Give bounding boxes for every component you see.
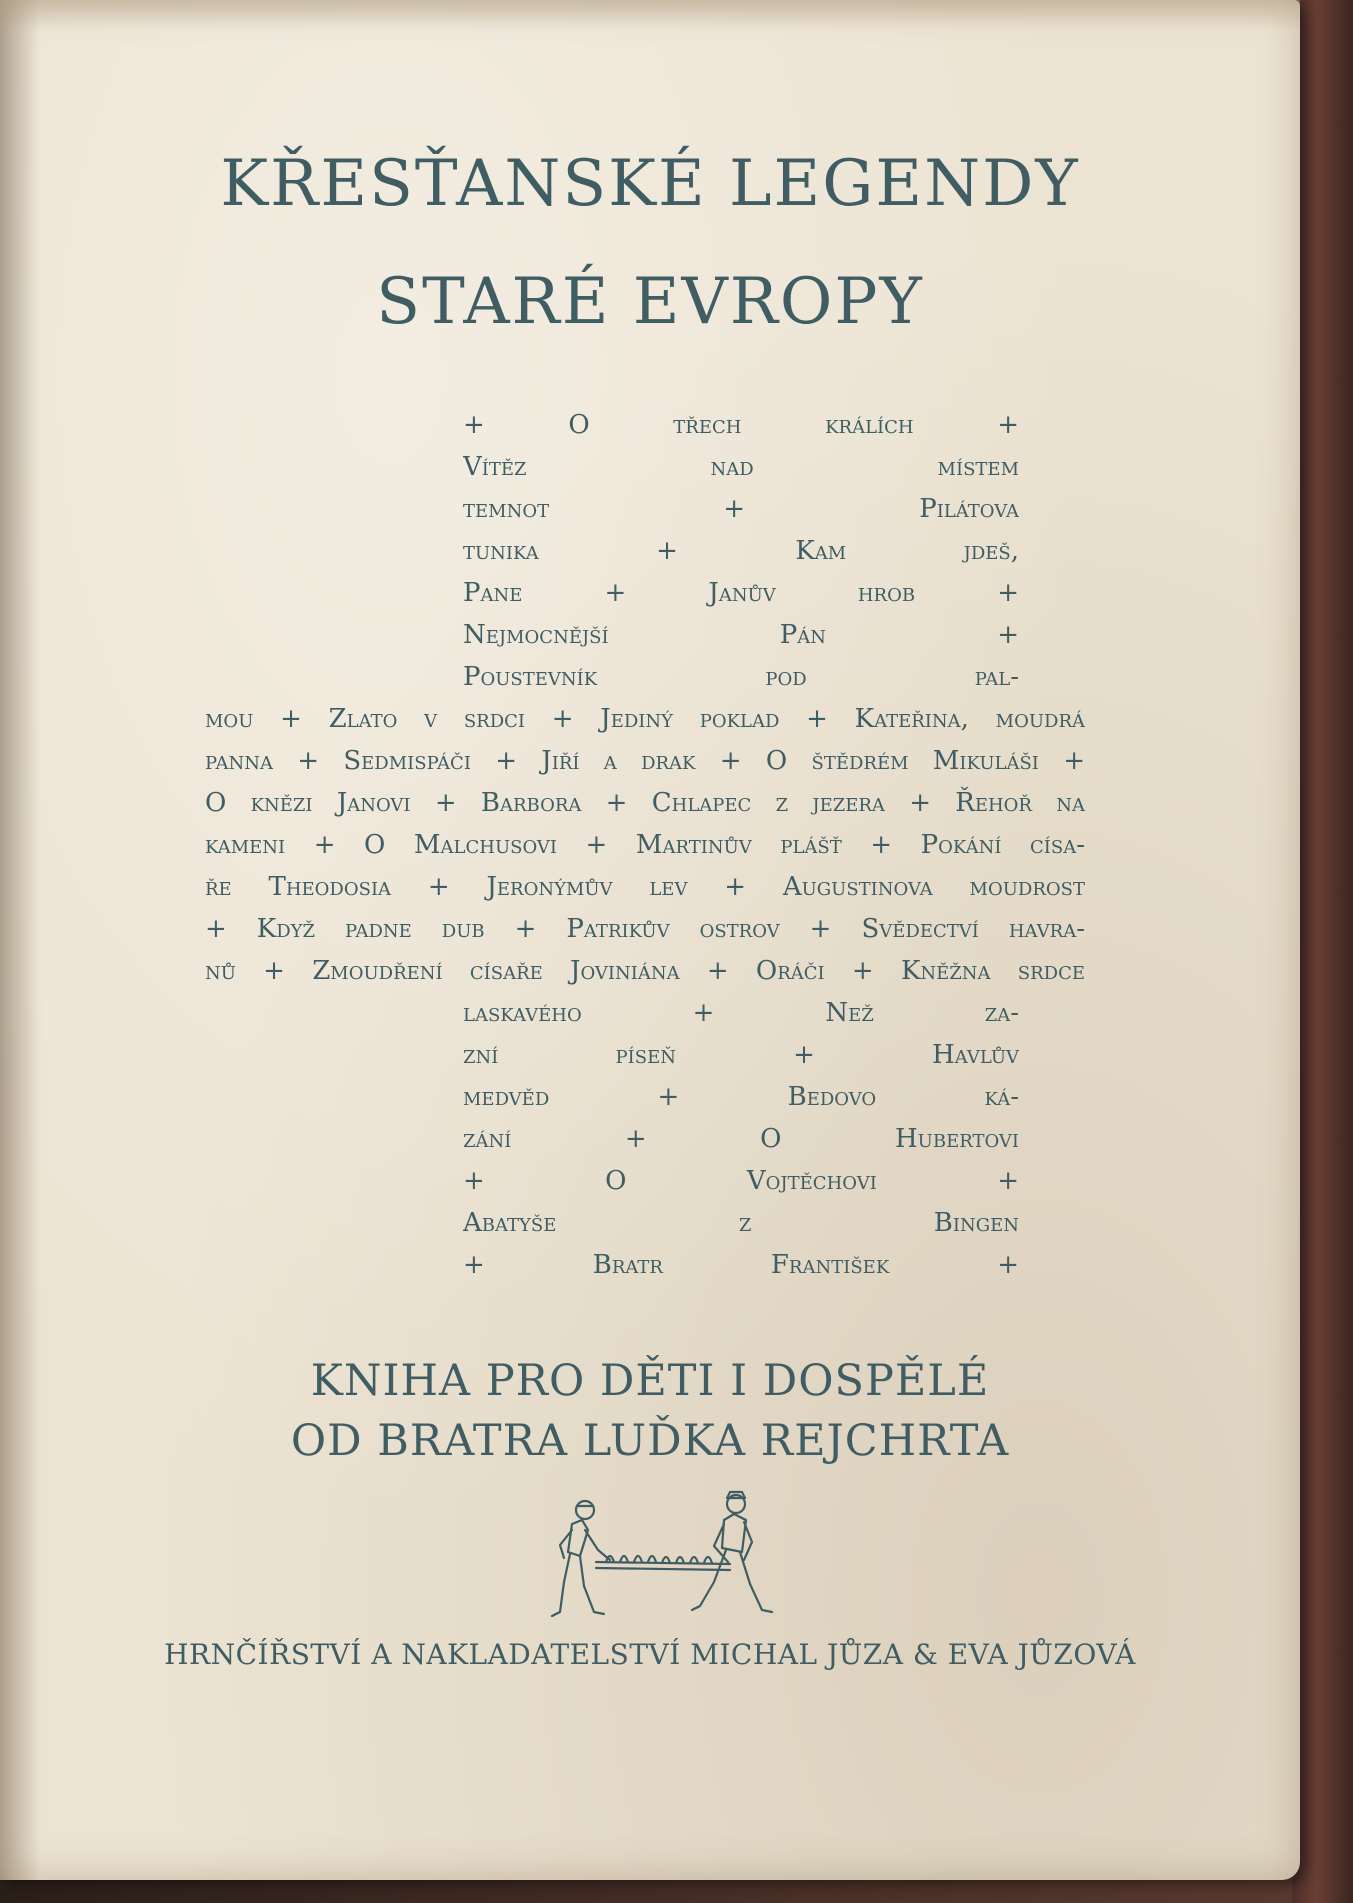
story-line: Nejmocnější Pán +	[463, 620, 1019, 650]
publisher-line: HRNČÍŘSTVÍ A NAKLADATELSTVÍ MICHAL JŮZA & EVA JŮZOVÁ	[164, 1638, 1136, 1671]
story-line: Pane + Janův hrob +	[463, 578, 1019, 608]
story-line: + O Vojtěchovi +	[463, 1166, 1019, 1196]
story-line: + Když padne dub + Patrikův ostrov + Svědectví havra-	[205, 914, 1085, 944]
story-line: Abatyše z Bingen	[463, 1208, 1019, 1238]
story-line: mou + Zlato v srdci + Jediný poklad + Kateřina, moudrá	[205, 704, 1085, 734]
story-line: Vítěz nad místem	[463, 452, 1019, 482]
story-line: kameni + O Malchusovi + Martinův plášť + Pokání císa-	[205, 830, 1085, 860]
story-line: temnot + Pilátova	[463, 494, 1019, 524]
story-line: zní píseň + Havlův	[463, 1040, 1019, 1070]
story-line: medvěd + Bedovo ká-	[463, 1082, 1019, 1112]
background-edge	[1292, 0, 1353, 1903]
story-line: nů + Zmoudření císaře Joviniána + Oráči + Kněžna srdce	[205, 956, 1085, 986]
title-line-1: KŘESŤANSKÉ LEGENDY	[220, 147, 1080, 221]
story-line: panna + Sedmispáči + Jiří a drak + O štědrém Mikuláši +	[205, 746, 1085, 776]
story-line: O knězi Janovi + Barbora + Chlapec z jezera + Řehoř na	[205, 788, 1085, 818]
top-edge-wear	[0, 0, 1300, 30]
story-line: tunika + Kam jdeš,	[463, 536, 1019, 566]
story-line: zání + O Hubertovi	[463, 1124, 1019, 1154]
story-list	[205, 405, 1085, 1285]
story-line: laskavého + Než za-	[463, 998, 1019, 1028]
potters-carrying-board-illustration	[530, 1490, 790, 1625]
title-line-2: STARÉ EVROPY	[376, 265, 924, 339]
story-line: Poustevník pod pal-	[463, 662, 1019, 692]
subtitle-line-2: OD BRATRA LUĎKA REJCHRTA	[290, 1416, 1010, 1466]
subtitle-line-1: KNIHA PRO DĚTI I DOSPĚLÉ	[310, 1356, 990, 1406]
story-line: + Bratr František +	[463, 1250, 1019, 1280]
story-line: ře Theodosia + Jeronýmův lev + Augustinova moudrost	[205, 872, 1085, 902]
story-line: + O třech králích +	[463, 410, 1019, 440]
